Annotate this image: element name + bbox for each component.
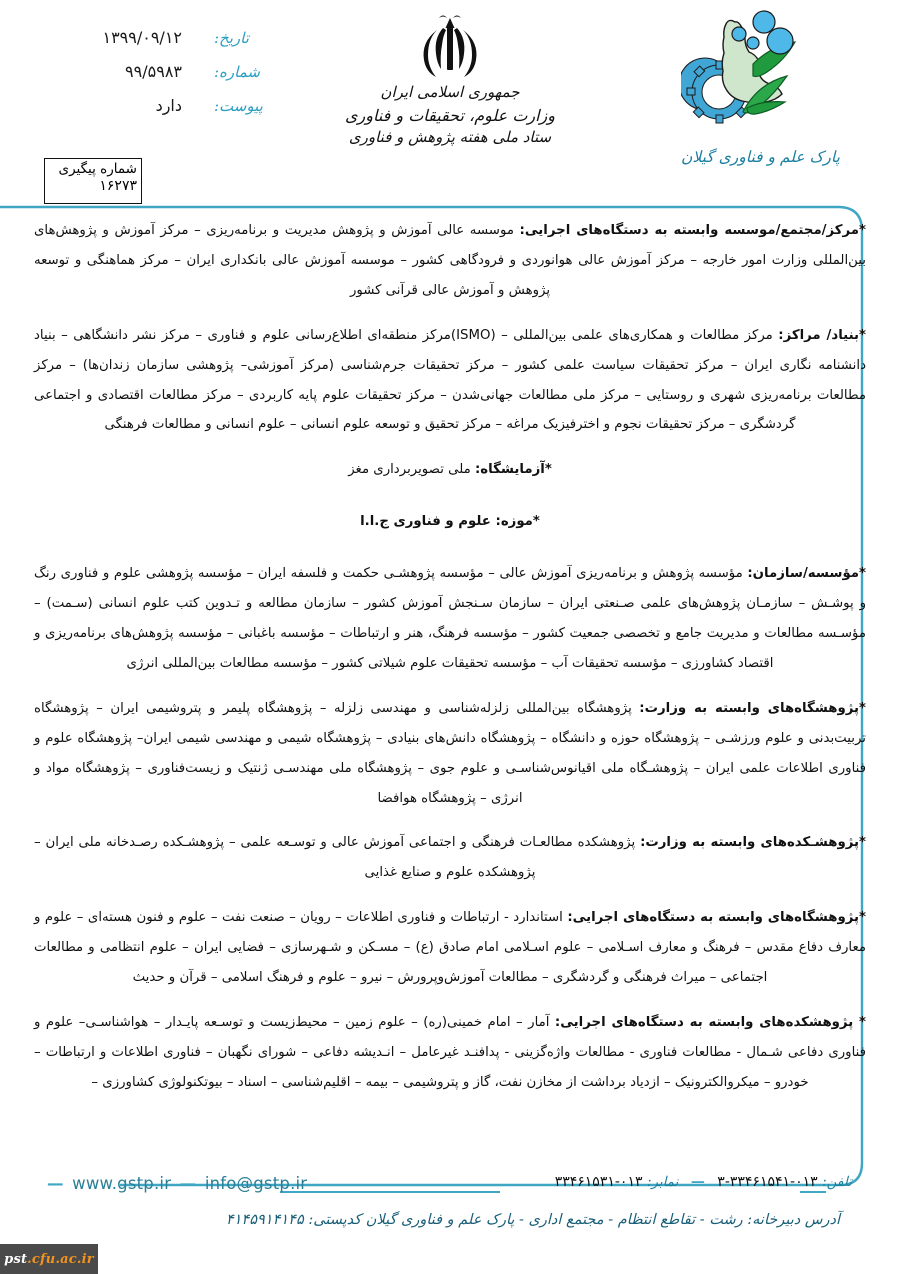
ministry-header-block: [300, 12, 600, 149]
organization-name: پارک علم و فناوری گیلان: [681, 148, 840, 166]
meta-row-attachment: [40, 96, 270, 130]
paragraph-text: استاندارد - ارتباطات و فناوری اطلاعات – رویان – صنعت نفت – علوم و فنون هسته‌ای – علوم و معارف دفاع مقدس – فرهنگ و معارف اسـلامی – علوم اسـلامی امام صادق (ع) – مسـکن و شـهرسازی – فضایی ایران – علوم انتظامی و مطالعات اجتماعی – میراث فرهنگی و گردشگری – مطالعات آموزش‌وپرورش – نیرو – علوم و فرهنگ اسلامی – قرآن و حدیث: [34, 910, 866, 986]
tracking-number-value: ۱۶۲۷۳: [99, 177, 137, 194]
date-value: ۱۳۹۹/۰۹/۱۲: [102, 28, 182, 47]
dash-separator-icon: —: [179, 1174, 197, 1193]
paragraph-lead: *آزمایشگاه:: [474, 462, 552, 478]
website-link[interactable]: www.gstp.ir: [72, 1174, 172, 1193]
paragraph-markaz-mojtama: [34, 216, 866, 306]
number-label: شماره:: [214, 63, 260, 81]
paragraph-lead: *مرکز/مجتمع/موسسه وابسته به دستگاه‌های اجرایی:: [519, 223, 866, 238]
footer-address: آدرس دبیرخانه: رشت - تقاطع انتظام - مجتمع اداری - پارک علم و فناوری گیلان کدپستی: ۴۱۴۵۹۱۴۱۴۵: [225, 1212, 840, 1228]
telephone-label: تلفن:: [822, 1174, 852, 1190]
watermark-primary-text: pst: [4, 1251, 28, 1267]
fax-value: ۰۱۳-۳۳۴۶۱۵۳۱: [554, 1174, 643, 1190]
paragraph-text: پژوهشگاه بین‌المللی زلزله‌شناسی و مهندسی زلزله – پژوهشگاه پلیمر و پتروشیمی ایران – پژوهشگاه تربیت‌بدنی و علوم ورزشـی – پژوهشگاه حوزه و دانشگاه – پژوهشگاه دانش‌های بنیادی – پژوهشگاه شیمی و مهندسی شیمی ایران– پژوهشگاه علوم و فناوری اطلاعات علمی ایران – پژوهشـگاه ملی اقیانوس‌شناسـی و علوم جوی – پژوهشگاه ملی مهندسـی ژنتیک و زیست‌فناوری – پژوهشگاه مواد و انرژی – پژوهشگاه هوافضا: [34, 700, 866, 806]
attachment-label: پیوست:: [214, 97, 263, 115]
paragraph-moassese-sazman: [34, 559, 866, 679]
dash-separator-icon: —: [690, 1174, 705, 1190]
republic-name: جمهوری اسلامی ایران: [380, 83, 520, 101]
iran-emblem-icon: [300, 12, 600, 78]
attachment-value: دارد: [155, 96, 182, 115]
paragraph-lead: *پژوهشگاه‌های وابسته به دستگاه‌های اجرایی:: [567, 910, 866, 926]
tracking-number-label: شماره پیگیری: [58, 161, 137, 177]
paragraph-bonyad-marakez: [34, 321, 866, 441]
email-link[interactable]: info@gstp.ir: [204, 1174, 308, 1193]
paragraph-text: پژوهشکده مطالعـات فرهنگی و اجتماعی آموزش عالی و توسـعه علمی – پژوهشـکده رصـدخانه ملی ایران – پژوهشکده علوم و صنایع غذایی: [34, 835, 641, 881]
paragraph-pajouheshkade-ejraei: [34, 1008, 866, 1098]
paragraph-pajouheshkade-vezarat: [34, 828, 866, 888]
paragraph-mooze: [34, 507, 866, 537]
paragraph-text: مؤسسه پژوهش و برنامه‌ریزی آموزش عالی – مؤسسه پژوهشـی حکمت و فلسفه ایران – مؤسسه پژوهشی علوم و فناوری رنگ و پوشـش – سازمـان پژوهش‌های علمی صـنعتی ایران – سازمان سـنجش آموزش کشور – سازمان مطالعه و تـدوین کتب علوم انسانی (سـمت) – مؤسـسه مطالعات و مدیریت جامع و تخصصی جمعیت کشور – مؤسسه فرهنگ، هنر و ارتباطات – مؤسسه باغبانی – مؤسسه پژوهش‌های برنامه‌ریزی و اقتصاد کشاورزی – مؤسسه تحقیقات آب – مؤسسه تحقیقات علوم شیلاتی کشور – مؤسسه مطالعات بین‌المللی انرژی: [34, 566, 866, 671]
paragraph-text: موسسه عالی آموزش و پژوهش مدیریت و برنامه‌ریزی – مرکز آموزش و پژوهش‌های بین‌المللی وزارت امور خارجه – مرکز آموزش عالی هوانوردی و فرودگاهی کشور – موسسه آموزش عالی بانکداری ایران – مرکز هماهنگی و توسعه پژوهش و آموزش عالی قرآنی کشور: [34, 223, 866, 298]
telephone-value: ۰۱۳-۳۳۴۶۱۵۴۱-۳: [717, 1174, 818, 1190]
paragraph-pajouheshgah-vezarat: [34, 694, 866, 814]
guilan-park-logo-icon: [681, 128, 841, 147]
meta-row-date: [40, 28, 270, 62]
footer-contact-web: [44, 1174, 307, 1193]
paragraph-text: مرکز مطالعات و همکاری‌های علمی بین‌المللی – (ISMO)مرکز منطقه‌ای اطلاع‌رسانی علوم و فناوری – مرکز نشر دانشگاهی – بنیاد دانشنامه نگاری ایران – مرکز تحقیقات سیاست علمی کشور – مرکز تحقیقات جرم‌شناسی (مرکز آموزشی– پژوهشی سازمان زندان‌ها) – مرکز مطالعات برنامه‌ریزی شهری و روستایی – مرکز ملی مطالعات جهانی‌شدن – مرکز تحقیقات علوم پایه کاربردی – مرکز مطالعات اقتصادی و اجتماعی گردشگری – مرکز تحقیقات نجوم و اخترفیزیک مراغه – مرکز تحقیق و توسعه علوم انسانی – علوم انسانی و مطالعات فرهنگی: [34, 327, 866, 433]
number-value: ۹۹/۵۹۸۳: [125, 62, 182, 81]
letter-body: [34, 216, 866, 1113]
meta-row-number: [40, 62, 270, 96]
letter-footer: [0, 1164, 900, 1274]
date-label: تاریخ:: [214, 29, 249, 47]
paragraph-lead: *پژوهشگاه‌های وابسته به وزارت:: [639, 700, 866, 716]
national-headquarters-name: ستاد ملی هفته پژوهش و فناوری: [348, 127, 552, 146]
paragraph-lead: * پژوهشکده‌های وابسته به دستگاه‌های اجرایی:: [554, 1014, 866, 1030]
footer-contact-phone: [555, 1174, 852, 1190]
paragraph-pajouheshgah-ejraei: [34, 903, 866, 993]
fax-label: نمابر:: [646, 1174, 679, 1190]
paragraph-text: ملی تصویربرداری مغز: [348, 462, 475, 478]
paragraph-azmayeshgah: [34, 455, 866, 485]
organization-logo-block: [663, 8, 858, 166]
paragraph-lead: *بنیاد/ مراکز:: [778, 327, 866, 343]
paragraph-lead: *مؤسسه/سازمان:: [747, 566, 866, 582]
ministry-name: وزارت علوم، تحقیقات و فناوری: [345, 105, 555, 125]
paragraph-text: آمار – امام خمینی(ره) – علوم زمین – محیط‌زیست و توسـعه پایـدار – هواشناسـی– علوم و فناوری دفاعی شـمال - مطالعات فناوری - مطالعات واژه‌گزینی - پدافنـد غیرعامل – انـدیشه دفاعی – شورای نگهبان – فناوری اطلاعات و ارتباطات – خودرو – میکروالکترونیک – ازدیاد برداشت از مخازن نفت، گاز و پتروشیمی – بیمه – اقلیم‌شناسی – اسناد – بیوتکنولوژی کشاورزی –: [34, 1014, 866, 1090]
letter-meta-block: [40, 28, 270, 130]
tracking-number-box: [44, 158, 142, 204]
watermark-secondary-text: .cfu.ac.ir: [27, 1251, 94, 1267]
dash-separator-icon: —: [47, 1174, 64, 1193]
paragraph-lead: *موزه: علوم و فناوری ج.ا.ا: [360, 514, 540, 530]
paragraph-lead: *پژوهشـکده‌های وابسته به وزارت:: [640, 835, 866, 851]
source-watermark: [0, 1244, 98, 1274]
letter-header: [0, 0, 900, 205]
